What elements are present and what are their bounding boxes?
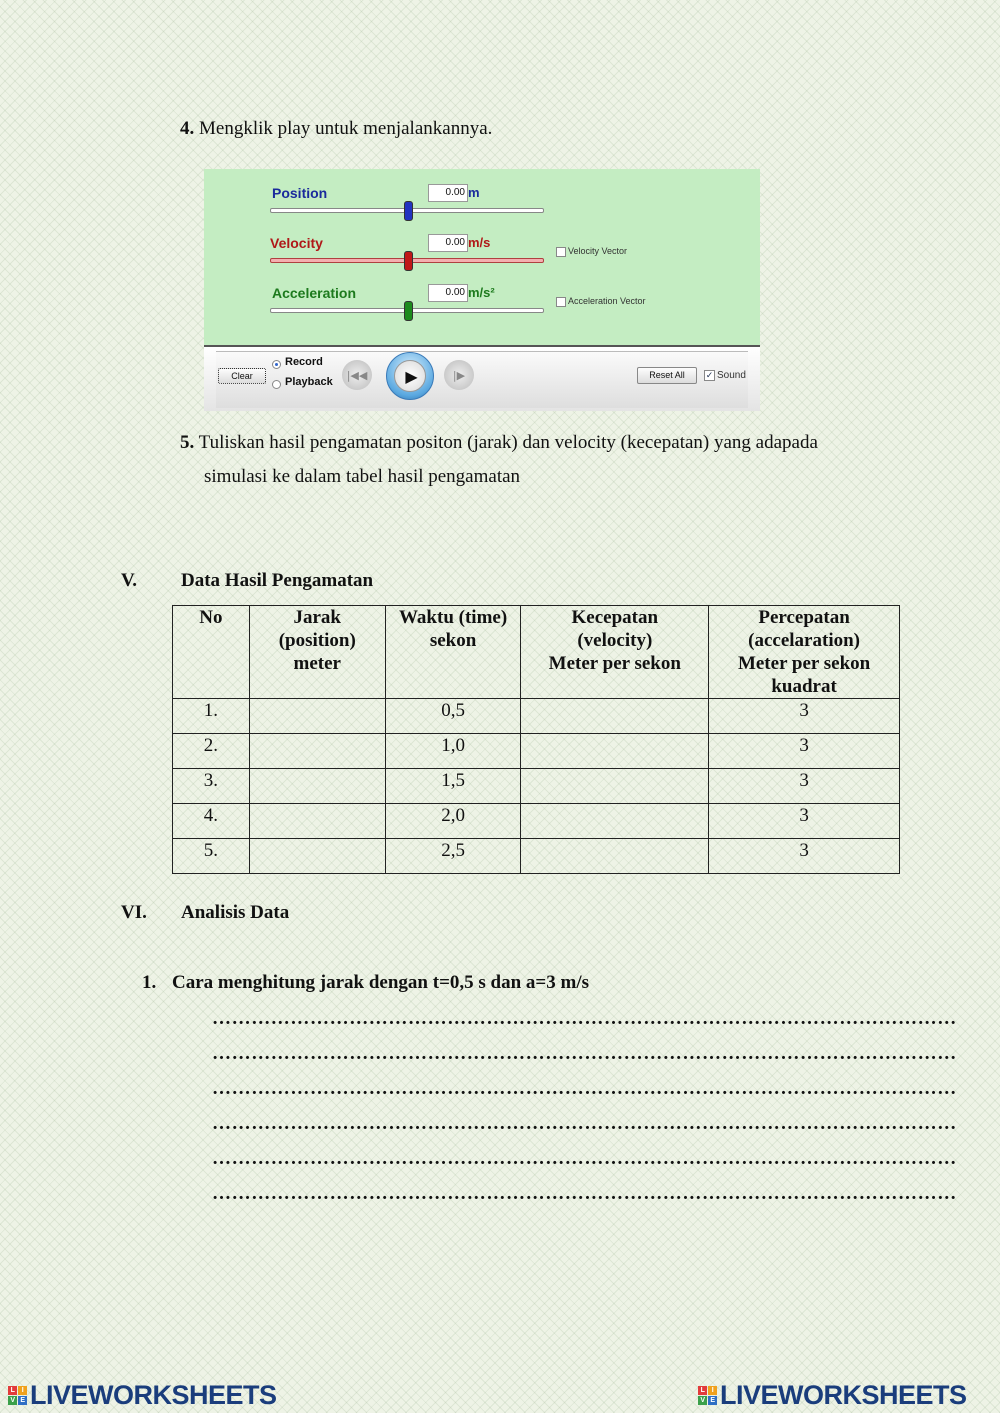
section-5-title: Data Hasil Pengamatan [181, 570, 374, 591]
velocity-slider-thumb[interactable] [404, 251, 413, 271]
velocity-vector-checkbox[interactable] [556, 247, 566, 257]
record-label: Record [285, 356, 323, 368]
section-6-number: VI. [121, 902, 147, 923]
step-forward-icon: |▶ [452, 368, 466, 382]
velocity-label: Velocity [270, 235, 323, 251]
question-1-number: 1. [142, 972, 157, 993]
table-row [173, 734, 900, 769]
table-header-row [173, 606, 900, 699]
rewind-icon: |◀◀ [346, 368, 368, 382]
sound-label: Sound [717, 370, 746, 381]
step-5-line-2: simulasi ke dalam tabel hasil pengamatan [204, 466, 521, 487]
liveworksheets-logo-mark: L I V E [698, 1386, 717, 1405]
cell-kecepatan-input[interactable] [521, 734, 709, 769]
cell-jarak-input[interactable] [249, 804, 385, 839]
header-percepatan: Percepatan (accelaration) Meter per sekon kuadrat [709, 606, 900, 699]
step-4 [180, 112, 492, 146]
cell-percepatan: 3 [709, 839, 900, 874]
observation-table [172, 605, 900, 874]
cell-jarak-input[interactable] [249, 734, 385, 769]
cell-jarak-input[interactable] [249, 699, 385, 734]
acceleration-label: Acceleration [272, 285, 357, 301]
cell-percepatan: 3 [709, 699, 900, 734]
cell-kecepatan-input[interactable] [521, 699, 709, 734]
answer-line[interactable]: …………………………………………………………………………………………………… [212, 1008, 957, 1029]
cell-percepatan: 3 [709, 804, 900, 839]
cell-kecepatan-input[interactable] [521, 839, 709, 874]
step-5 [180, 426, 900, 494]
cell-jarak-input[interactable] [249, 769, 385, 804]
header-jarak: Jarak (position) meter [249, 606, 385, 699]
play-button[interactable] [386, 352, 434, 400]
velocity-vector-label: Velocity Vector [568, 246, 628, 256]
cell-jarak-input[interactable] [249, 839, 385, 874]
liveworksheets-logo-right[interactable] [698, 1380, 967, 1411]
step-5-line-1: Tuliskan hasil pengamatan positon (jarak) dan velocity (kecepatan) yang adapada [198, 432, 818, 453]
cell-waktu: 2,0 [385, 804, 521, 839]
answer-line[interactable]: …………………………………………………………………………………………………… [212, 1043, 957, 1064]
acceleration-slider-thumb[interactable] [404, 301, 413, 321]
step-4-text: Mengklik play untuk menjalankannya. [199, 118, 493, 139]
position-slider-thumb[interactable] [404, 201, 413, 221]
table-row [173, 769, 900, 804]
velocity-value-input[interactable]: 0.00 [428, 234, 468, 252]
cell-percepatan: 3 [709, 769, 900, 804]
reset-all-button[interactable]: Reset All [637, 367, 697, 384]
step-5-number: 5. [180, 432, 195, 453]
cell-kecepatan-input[interactable] [521, 804, 709, 839]
play-icon-bg [394, 360, 426, 392]
table-row [173, 839, 900, 874]
table-row [173, 804, 900, 839]
liveworksheets-logo-left[interactable] [8, 1380, 277, 1411]
cell-kecepatan-input[interactable] [521, 769, 709, 804]
step-forward-button[interactable] [444, 360, 474, 390]
velocity-unit: m/s [468, 235, 491, 250]
cell-no: 3. [173, 769, 250, 804]
table-row [173, 699, 900, 734]
cell-no: 4. [173, 804, 250, 839]
playback-label: Playback [285, 376, 333, 388]
liveworksheets-logo-text: LIVEWORKSHEETS [30, 1380, 277, 1410]
cell-waktu: 1,5 [385, 769, 521, 804]
cell-waktu: 1,0 [385, 734, 521, 769]
liveworksheets-logo-mark: L I V E [8, 1386, 27, 1405]
cell-waktu: 0,5 [385, 699, 521, 734]
header-waktu: Waktu (time) sekon [385, 606, 521, 699]
step-4-number: 4. [180, 118, 195, 139]
section-5-number: V. [121, 570, 138, 591]
simulation-controls-area [204, 169, 760, 345]
position-value-input[interactable]: 0.00 [428, 184, 468, 202]
section-6-title: Analisis Data [181, 902, 290, 923]
rewind-button[interactable] [342, 360, 372, 390]
play-icon: ▶ [405, 366, 418, 386]
acceleration-value-input[interactable]: 0.00 [428, 284, 468, 302]
answer-line[interactable]: …………………………………………………………………………………………………… [212, 1078, 957, 1099]
position-label: Position [272, 185, 328, 201]
acceleration-vector-checkbox[interactable] [556, 297, 566, 307]
question-1-text: Cara menghitung jarak dengan t=0,5 s dan a=3 m/s [172, 972, 590, 993]
position-unit: m [468, 185, 480, 200]
playback-toolbar-inner [216, 351, 748, 408]
playback-toolbar [204, 345, 760, 411]
cell-no: 5. [173, 839, 250, 874]
sound-checkbox[interactable]: ✓ [705, 370, 714, 380]
header-no: No [173, 606, 250, 699]
cell-percepatan: 3 [709, 734, 900, 769]
record-radio[interactable] [272, 360, 281, 369]
cell-waktu: 2,5 [385, 839, 521, 874]
liveworksheets-logo-text: LIVEWORKSHEETS [720, 1380, 967, 1410]
answer-line[interactable]: …………………………………………………………………………………………………… [212, 1148, 957, 1169]
cell-no: 2. [173, 734, 250, 769]
acceleration-vector-label: Acceleration Vector [568, 296, 646, 306]
playback-radio[interactable] [272, 380, 281, 389]
header-kecepatan: Kecepatan (velocity) Meter per sekon [521, 606, 709, 699]
answer-line[interactable]: …………………………………………………………………………………………………… [212, 1183, 957, 1204]
acceleration-unit: m/s² [468, 285, 495, 300]
simulation-panel [204, 169, 760, 409]
clear-button[interactable]: Clear [218, 368, 266, 384]
cell-no: 1. [173, 699, 250, 734]
answer-line[interactable]: …………………………………………………………………………………………………… [212, 1113, 957, 1134]
